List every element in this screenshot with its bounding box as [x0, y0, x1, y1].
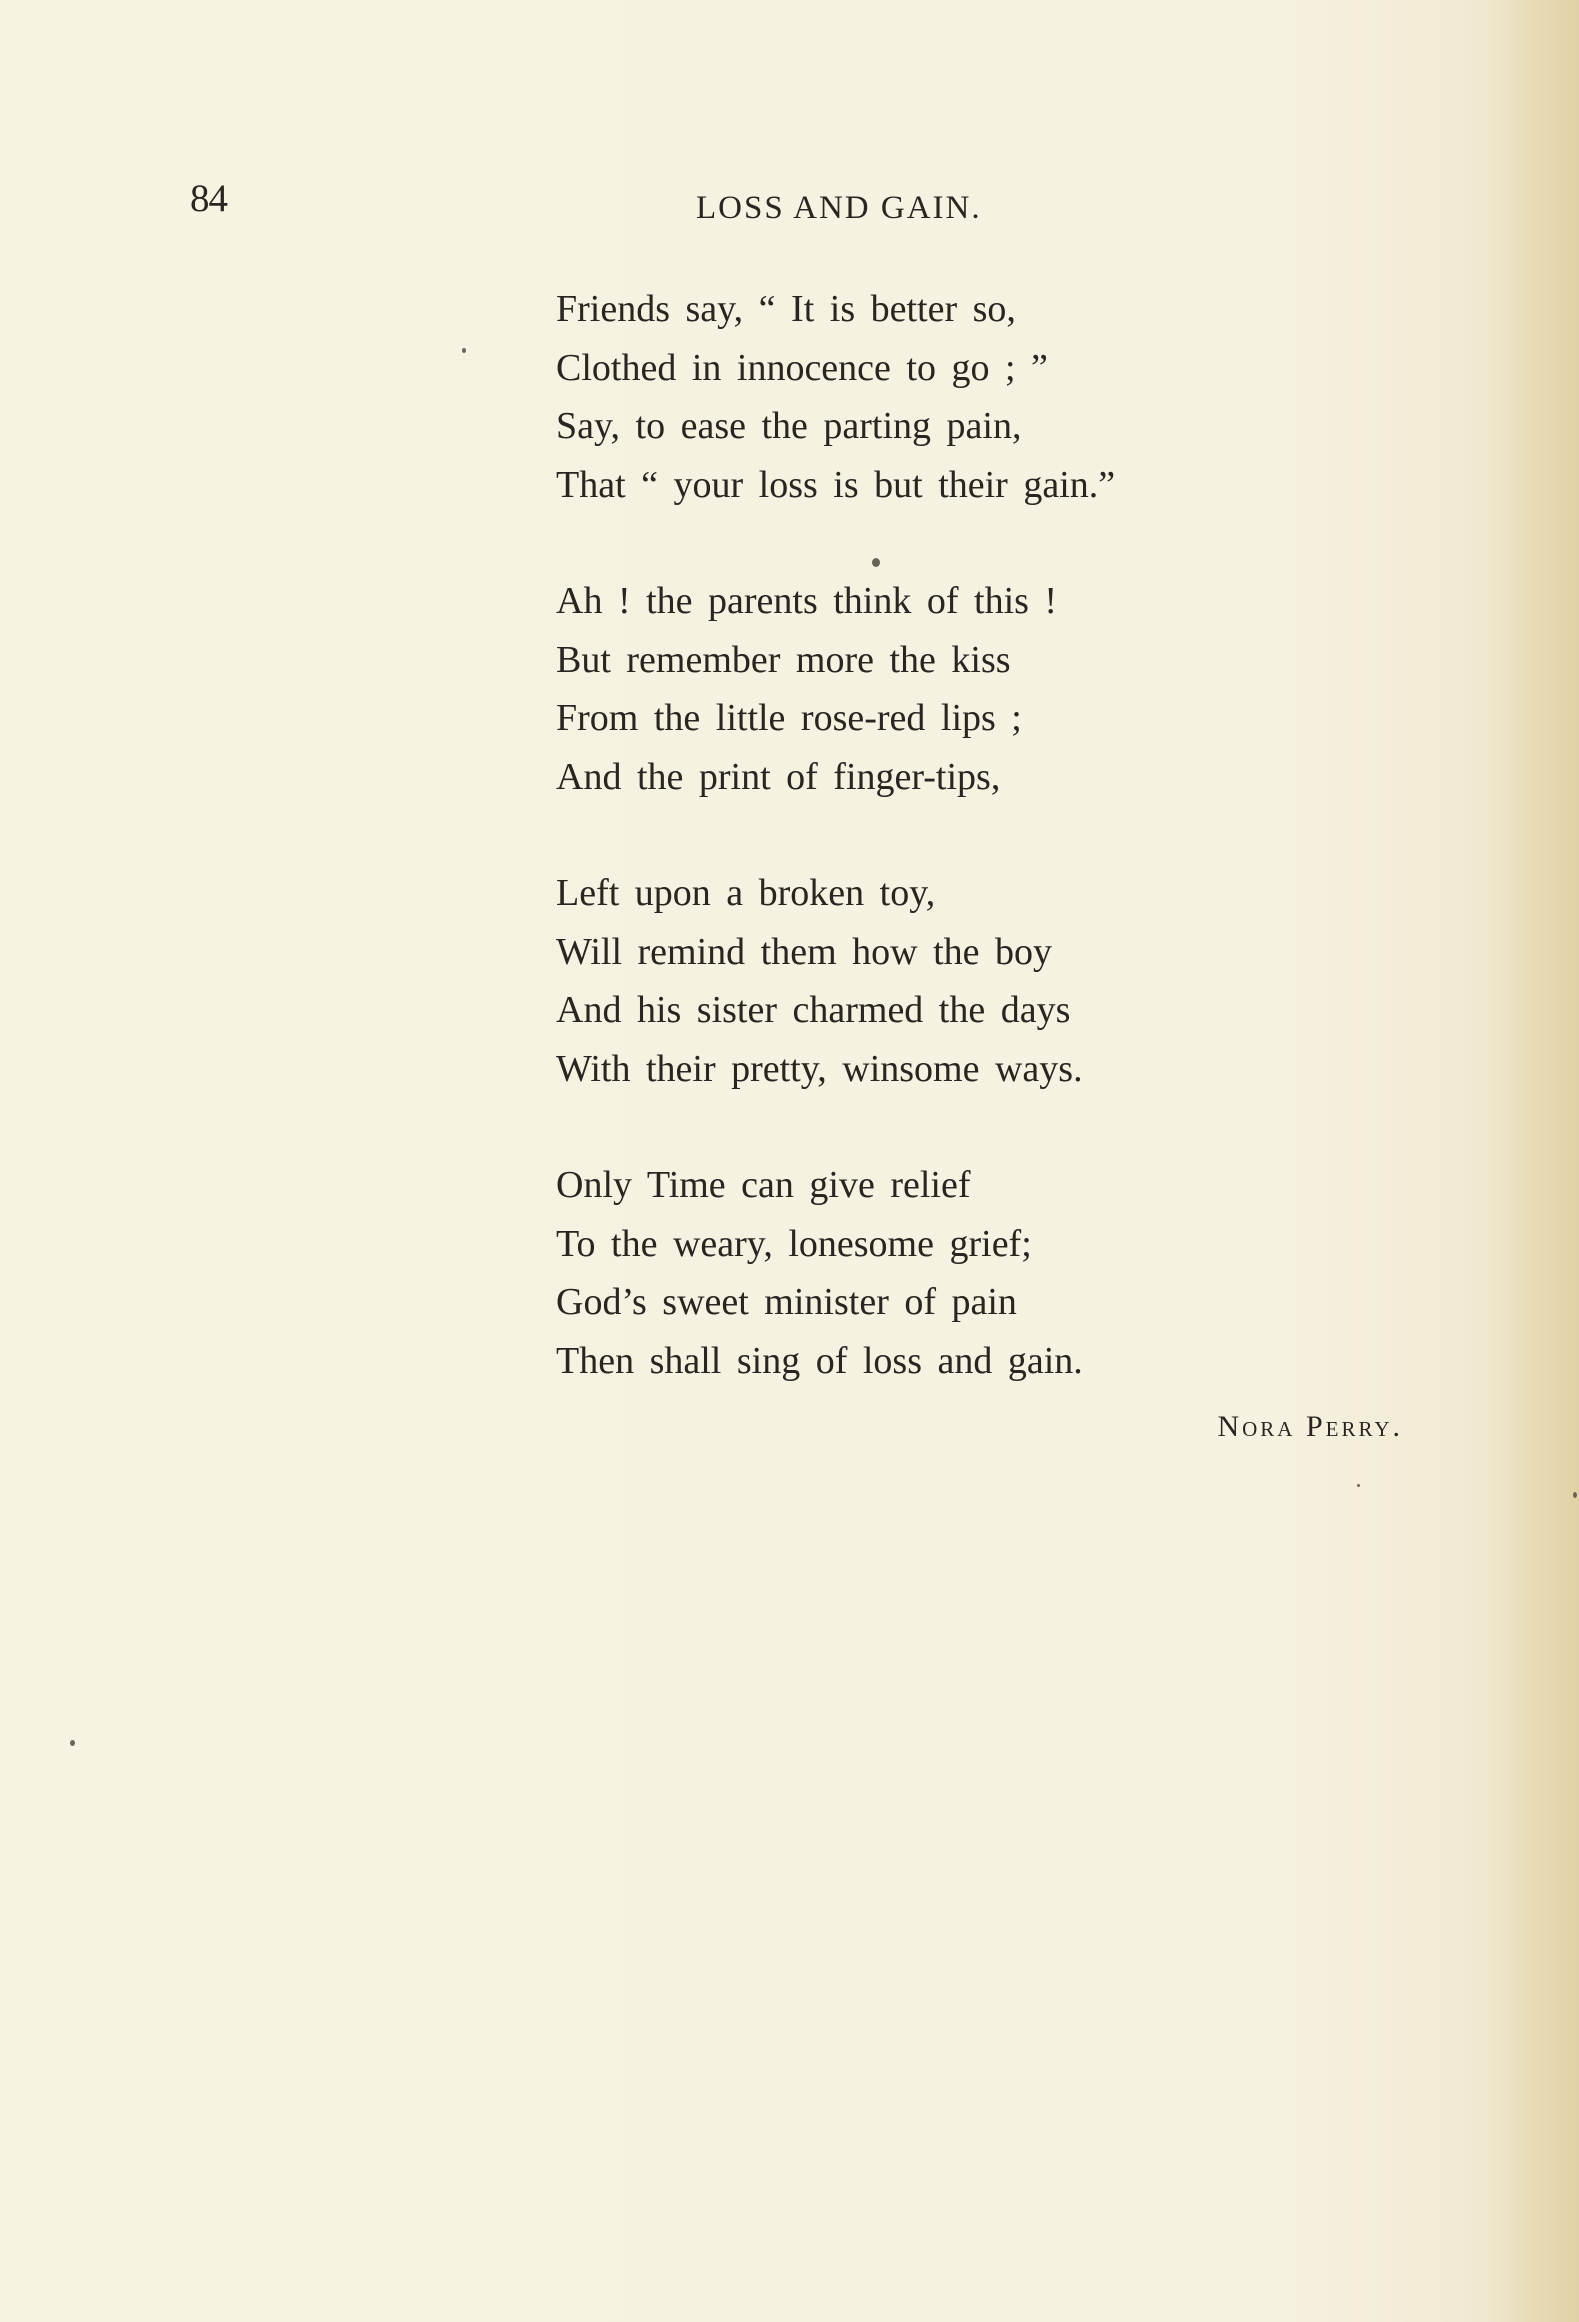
poem-line: But remember more the kiss — [556, 638, 1011, 681]
print-speck — [1573, 1492, 1577, 1498]
print-speck — [1357, 1484, 1360, 1487]
poem-line: Ah ! the parents think of this ! — [556, 580, 1058, 622]
running-title: LOSS AND GAIN. — [696, 190, 982, 226]
poem-line: Friends say, “ It is better so, — [556, 288, 1016, 330]
poem-line: And the print of finger-tips, — [556, 755, 1001, 798]
stanza-2 — [556, 572, 1356, 806]
page-number: 84 — [190, 177, 227, 220]
poem-line: Will remind them how the boy — [556, 930, 1053, 973]
stanza-3 — [556, 864, 1356, 1098]
poem-line: Only Time can give relief — [556, 1164, 971, 1206]
poem-line: Then shall sing of loss and gain. — [556, 1339, 1083, 1382]
poem-line: That “ your loss is but their gain.” — [556, 463, 1116, 506]
print-speck — [872, 558, 880, 567]
poem-line: Left upon a broken toy, — [556, 872, 936, 914]
page-edge-shading — [1489, 0, 1579, 2322]
poem-line: And his sister charmed the days — [556, 989, 1071, 1031]
stanza-4 — [556, 1156, 1356, 1390]
poem — [556, 280, 1356, 1448]
poem-line: God’s sweet minister of pain — [556, 1281, 1017, 1323]
stanza-1 — [556, 280, 1356, 514]
poem-line: To the weary, lonesome grief; — [556, 1222, 1032, 1265]
poem-line: With their pretty, winsome ways. — [556, 1047, 1083, 1090]
print-speck — [70, 1740, 75, 1746]
poem-line: From the little rose-red lips ; — [556, 697, 1022, 739]
poem-line: Clothed in innocence to go ; ” — [556, 346, 1048, 389]
print-speck — [462, 348, 466, 353]
poem-line: Say, to ease the parting pain, — [556, 405, 1022, 447]
poem-attribution: Nora Perry. — [1217, 1410, 1403, 1443]
